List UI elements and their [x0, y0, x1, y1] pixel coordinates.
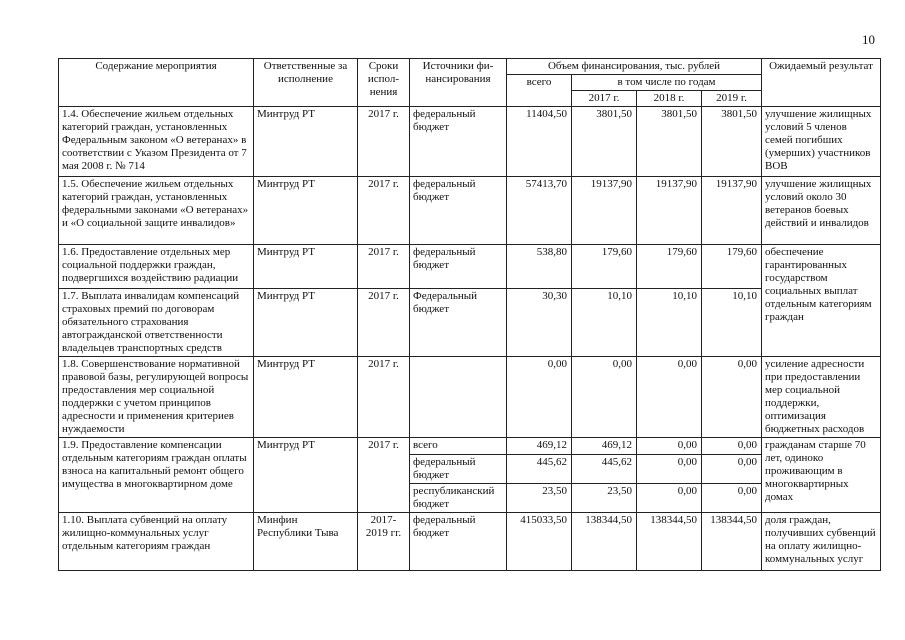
row-total: 538,80 — [507, 245, 572, 289]
table-row — [59, 107, 881, 177]
row-source: Федеральный бюджет — [410, 289, 507, 357]
header-2017: 2017 г. — [572, 91, 637, 107]
row-total: 30,30 — [507, 289, 572, 357]
row-2019: 0,00 — [702, 357, 762, 438]
header-result: Ожидаемый результат — [762, 59, 881, 107]
row-2018: 19137,90 — [637, 177, 702, 245]
row-source: федеральный бюджет — [410, 455, 507, 484]
row-terms: 2017 г. — [358, 177, 410, 245]
row-2019: 138344,50 — [702, 513, 762, 571]
table-row — [59, 177, 881, 245]
row-2018: 179,60 — [637, 245, 702, 289]
row-result: обеспечение гарантированных государством социальных выплат отдельным категориям граждан — [762, 245, 881, 357]
row-result: усиление адресности при предоставлении мер социальной поддержки, оптимизация бюджетных расходов — [762, 357, 881, 438]
row-terms: 2017-2019 гг. — [358, 513, 410, 571]
row-total: 23,50 — [507, 484, 572, 513]
row-2017: 0,00 — [572, 357, 637, 438]
row-responsible: Минтруд РТ — [254, 289, 358, 357]
header-2018: 2018 г. — [637, 91, 702, 107]
row-total: 0,00 — [507, 357, 572, 438]
row-2019: 179,60 — [702, 245, 762, 289]
header-sources: Источники фи-нансирования — [410, 59, 507, 107]
row-content: 1.8. Совершенствование нормативной правовой базы, регулирующей вопросы предоставления мер социальной поддержки с учетом принципов адресности и применения критериев нуждаемости — [59, 357, 254, 438]
row-2019: 0,00 — [702, 438, 762, 455]
row-responsible: Минтруд РТ — [254, 107, 358, 177]
row-2017: 19137,90 — [572, 177, 637, 245]
row-source: всего — [410, 438, 507, 455]
row-total: 415033,50 — [507, 513, 572, 571]
row-content: 1.7. Выплата инвалидам компенсаций страховых премий по договорам обязательного страхования автогражданской ответственности владельцев транспортных средств — [59, 289, 254, 357]
row-source: федеральный бюджет — [410, 245, 507, 289]
row-content: 1.9. Предоставление компенсации отдельным категориям граждан оплаты взноса на капитальный ремонт общего имущества в многоквартирном доме — [59, 438, 254, 513]
row-2018: 0,00 — [637, 357, 702, 438]
row-content: 1.6. Предоставление отдельных мер социальной поддержки граждан, подвергшихся воздействию радиации — [59, 245, 254, 289]
row-responsible: Минтруд РТ — [254, 438, 358, 513]
row-2017: 469,12 — [572, 438, 637, 455]
row-2018: 0,00 — [637, 484, 702, 513]
table-row — [59, 245, 881, 289]
row-2018: 10,10 — [637, 289, 702, 357]
row-terms: 2017 г. — [358, 289, 410, 357]
row-2017: 445,62 — [572, 455, 637, 484]
header-2019: 2019 г. — [702, 91, 762, 107]
header-total: всего — [507, 75, 572, 107]
row-2017: 23,50 — [572, 484, 637, 513]
header-content: Содержание мероприятия — [59, 59, 254, 107]
row-result: улучшение жилищных условий 5 членов семей погибших (умерших) участников ВОВ — [762, 107, 881, 177]
header-responsible: Ответственные за исполнение — [254, 59, 358, 107]
row-responsible: Минфин Республики Тыва — [254, 513, 358, 571]
row-terms: 2017 г. — [358, 245, 410, 289]
row-result: гражданам старше 70 лет, одиноко проживающим в многоквартирных домах — [762, 438, 881, 513]
table-row — [59, 357, 881, 438]
row-terms: 2017 г. — [358, 107, 410, 177]
row-content: 1.5. Обеспечение жильем отдельных категорий граждан, установленных федеральными законами «О ветеранах» и «О социальной защите инвалидов» — [59, 177, 254, 245]
table-row — [59, 438, 881, 455]
page-number: 10 — [862, 32, 875, 47]
row-2018: 0,00 — [637, 438, 702, 455]
row-2018: 0,00 — [637, 455, 702, 484]
measures-table — [58, 58, 881, 571]
row-2019: 3801,50 — [702, 107, 762, 177]
table-row — [59, 289, 881, 357]
row-result: доля граждан, получивших субвенций на оплату жилищно-коммунальных услуг — [762, 513, 881, 571]
row-2017: 3801,50 — [572, 107, 637, 177]
row-responsible: Минтруд РТ — [254, 357, 358, 438]
row-source: федеральный бюджет — [410, 107, 507, 177]
row-source: федеральный бюджет — [410, 513, 507, 571]
row-source: федеральный бюджет — [410, 177, 507, 245]
row-total: 11404,50 — [507, 107, 572, 177]
row-2017: 179,60 — [572, 245, 637, 289]
row-terms: 2017 г. — [358, 438, 410, 513]
header-volume: Объем финансирования, тыс. рублей — [507, 59, 762, 75]
row-2018: 138344,50 — [637, 513, 702, 571]
row-2019: 0,00 — [702, 484, 762, 513]
header-terms: Сроки испол-нения — [358, 59, 410, 107]
row-content: 1.4. Обеспечение жильем отдельных категорий граждан, установленных Федеральным законом «О ветеранах» в соответствии с Указом Президента от 7 мая 2008 г. № 714 — [59, 107, 254, 177]
row-2019: 10,10 — [702, 289, 762, 357]
row-responsible: Минтруд РТ — [254, 245, 358, 289]
header-by-years: в том числе по годам — [572, 75, 762, 91]
row-2018: 3801,50 — [637, 107, 702, 177]
row-total: 57413,70 — [507, 177, 572, 245]
row-terms: 2017 г. — [358, 357, 410, 438]
table-row — [59, 513, 881, 571]
row-total: 445,62 — [507, 455, 572, 484]
row-source — [410, 357, 507, 438]
row-content: 1.10. Выплата субвенций на оплату жилищно-коммунальных услуг отдельным категориям граждан — [59, 513, 254, 571]
row-2019: 0,00 — [702, 455, 762, 484]
row-responsible: Минтруд РТ — [254, 177, 358, 245]
row-result: улучшение жилищных условий около 30 ветеранов боевых действий и инвалидов — [762, 177, 881, 245]
row-source: республиканский бюджет — [410, 484, 507, 513]
row-total: 469,12 — [507, 438, 572, 455]
row-2017: 10,10 — [572, 289, 637, 357]
row-2017: 138344,50 — [572, 513, 637, 571]
row-2019: 19137,90 — [702, 177, 762, 245]
